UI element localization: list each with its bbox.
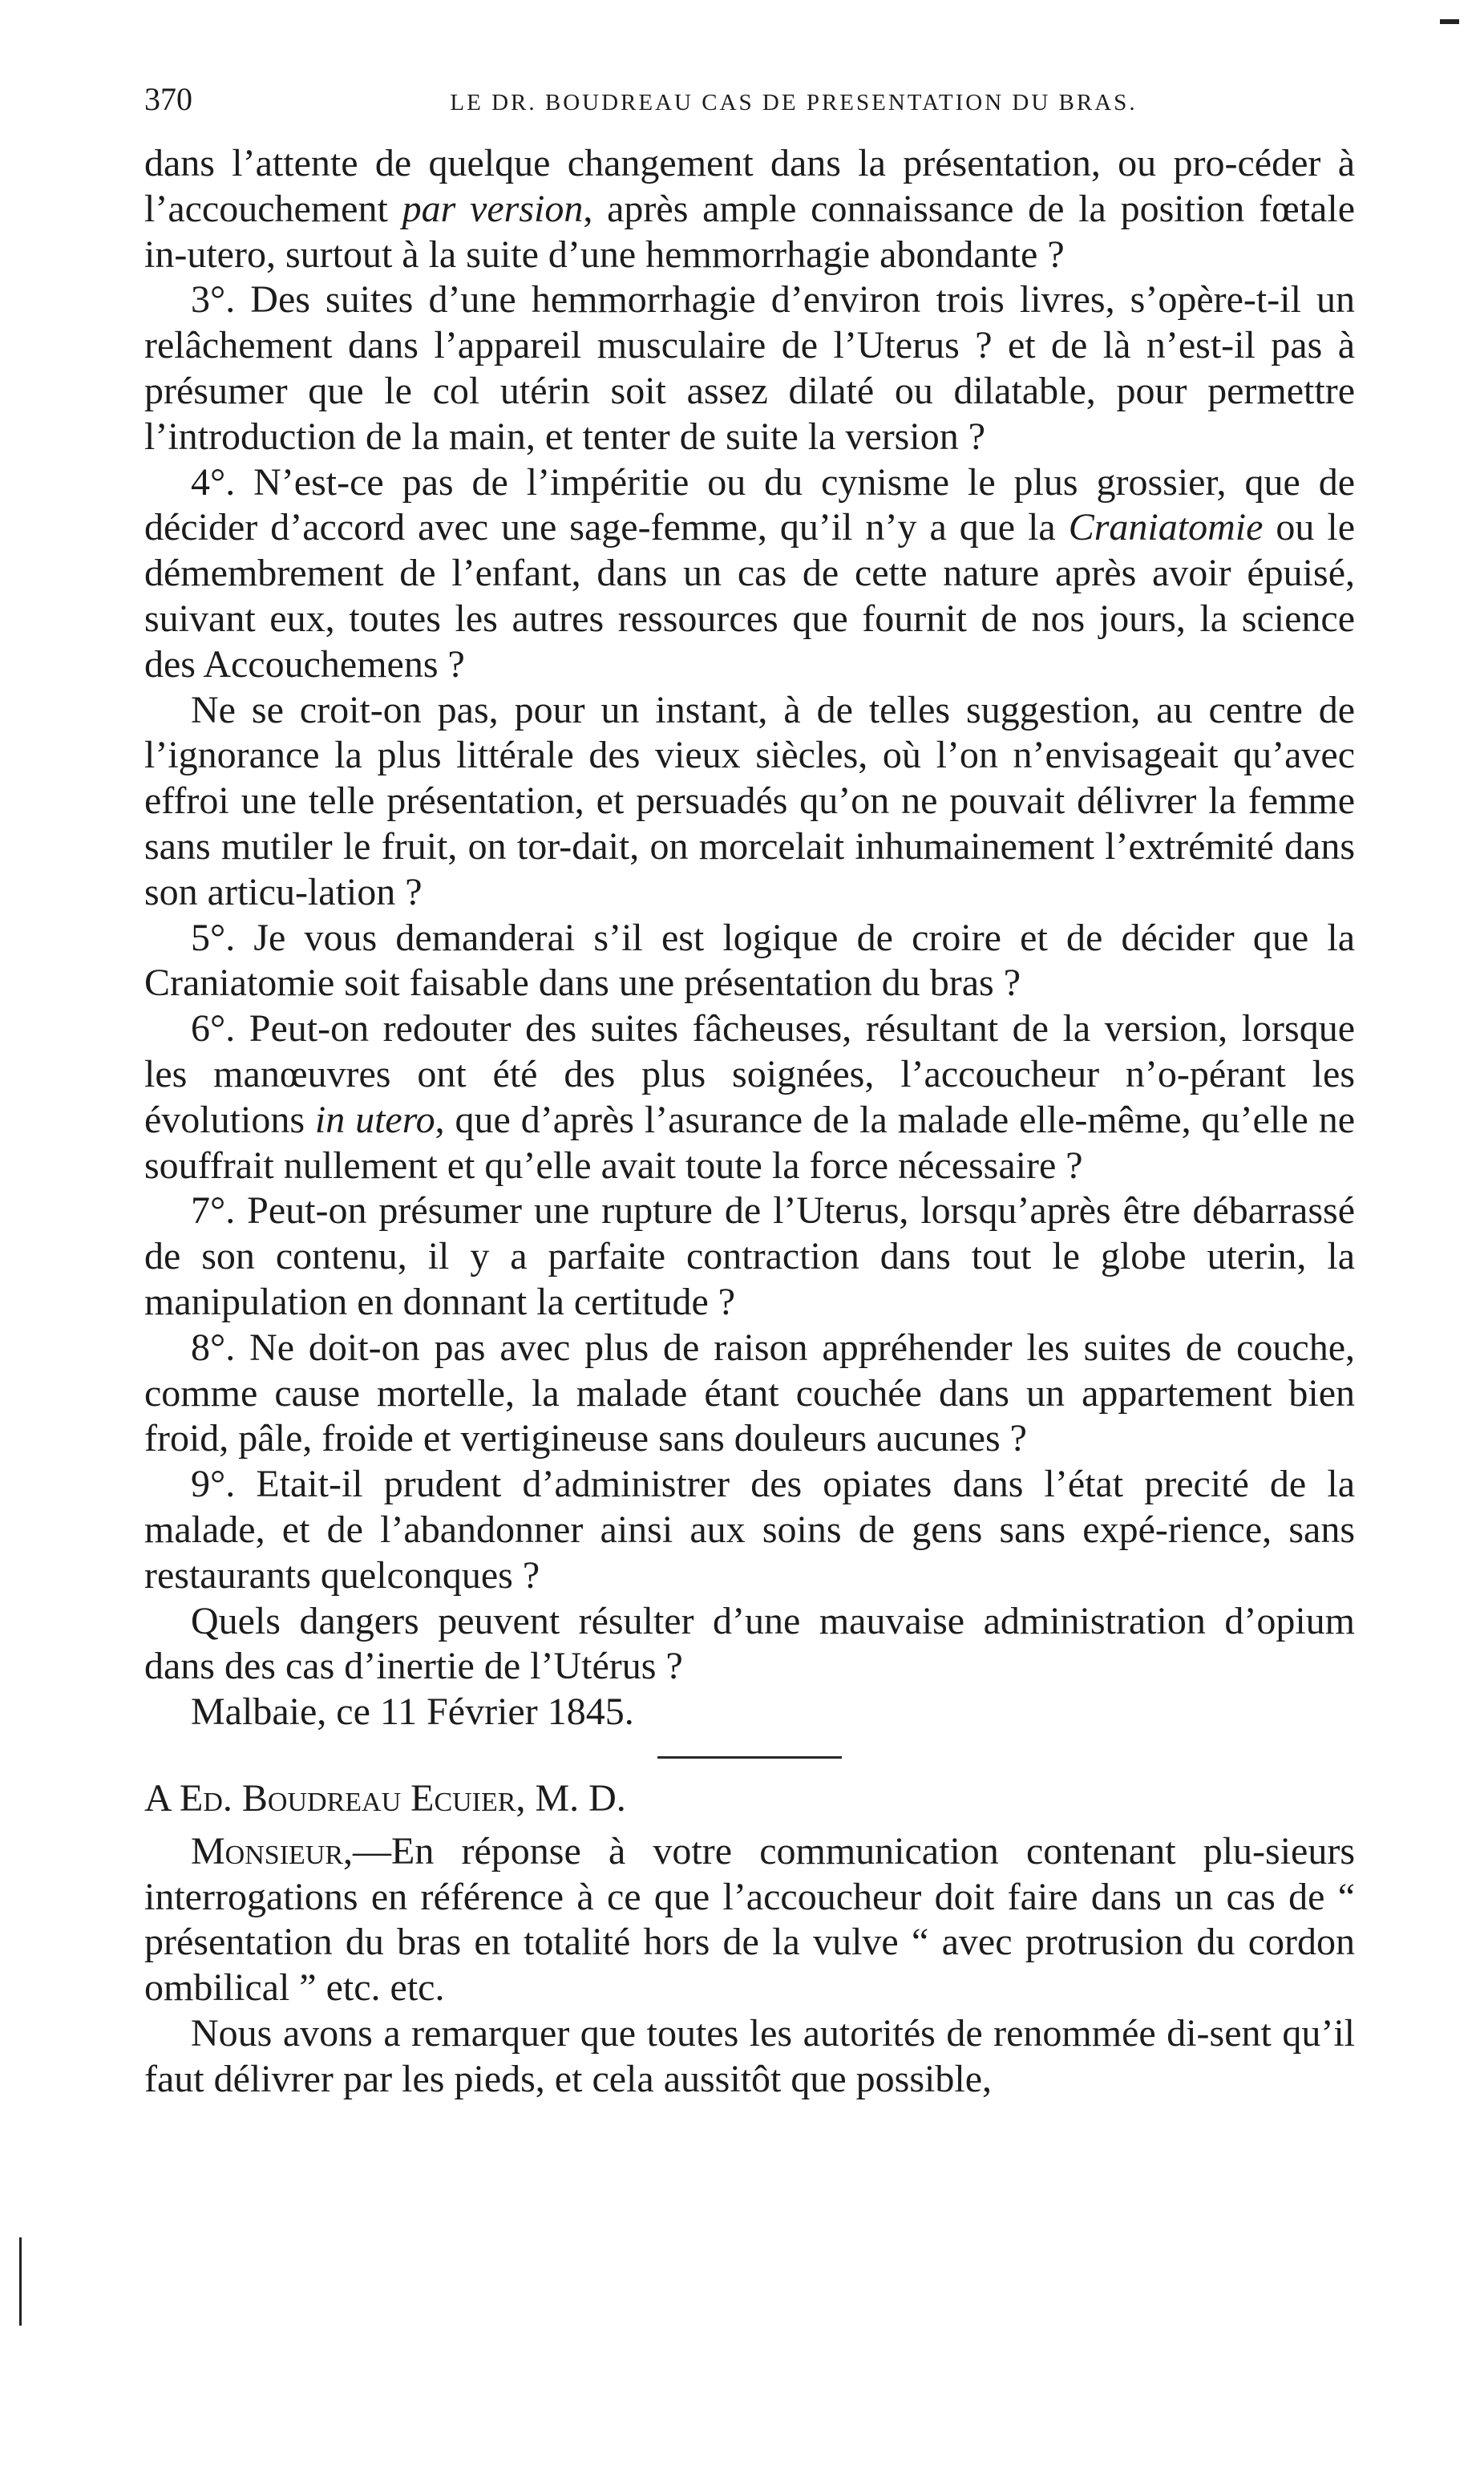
paragraph-ignorance: Ne se croit-on pas, pour un instant, à de telles suggestion, au centre de l’ignorance la plus littérale des vieux siècles, où l’on n’envisageait qu’avec effroi une telle présentation, et persuadés qu’on ne pouvait délivrer la femme sans mutiler le fruit, on tor-dait, on morcelait inhumainement l’extrémité dans son articu-lation ? bbox=[144, 688, 1355, 913]
letter-body bbox=[144, 141, 1355, 1735]
question-opium: Quels dangers peuvent résulter d’une mauvaise administration d’opium dans des cas d’inertie de l’Utérus ? bbox=[144, 1599, 1355, 1688]
reply-paragraph-2: Nous avons a remarquer que toutes les autorités de renommée di-sent qu’il faut délivrer par les pieds, et cela aussitôt que possible, bbox=[144, 2012, 1355, 2100]
margin-mark-top-right bbox=[1440, 19, 1459, 24]
italic-craniatomie: Craniatomie bbox=[1068, 506, 1264, 549]
reply-paragraph-1: Monsieur,—En réponse à votre communication contenant plu-sieurs interrogations en référence à ce que l’accoucheur doit faire dans un cas de “ présentation du bras en totalité hors de la vulve “ avec protrusion du cordon ombilical ” etc. etc. bbox=[144, 1829, 1355, 2010]
question-7: 7°. Peut-on présumer une rupture de l’Uterus, lorsqu’après être débarrassé de son contenu, il y a parfaite contraction dans tout le globe uterin, la manipulation en donnant la certitude ? bbox=[144, 1189, 1355, 1323]
italic-in-utero: in utero bbox=[314, 1098, 435, 1141]
paragraph-continuation: dans l’attente de quelque changement dans la présentation, ou pro-céder à l’accouchement par version, après ample connaissance de la position fœtale in-utero, surtout à la suite d’une hemmorrhagie abondante ? bbox=[144, 142, 1356, 276]
margin-mark-left bbox=[19, 2237, 22, 2326]
reply-salutation: A Ed. Boudreau Ecuier, M. D. bbox=[144, 1776, 626, 1820]
running-title: LE DR. BOUDREAU CAS DE PRESENTATION DU BRAS. bbox=[450, 90, 1138, 115]
question-6: 6°. Peut-on redouter des suites fâcheuses, résultant de la version, lorsque les manœuvres ont été des plus soignées, l’accoucheur n’o-pérant les évolutions in utero, que d’après l’asurance de la malade elle-même, qu’elle ne souffrait nullement et qu’elle avait toute la force nécessaire ? bbox=[144, 1007, 1355, 1187]
book-page bbox=[144, 80, 1355, 2103]
italic-par-version: par version bbox=[402, 187, 584, 230]
reply-body bbox=[144, 1829, 1355, 2103]
page-number: 370 bbox=[144, 81, 192, 117]
question-9: 9°. Etait-il prudent d’administrer des opiates dans l’état precité de la malade, et de l’abandonner ainsi aux soins de gens sans expé-rience, sans restaurants quelconques ? bbox=[144, 1463, 1355, 1597]
question-3: 3°. Des suites d’une hemmorrhagie d’environ trois livres, s’opère-t-il un relâchement dans l’appareil musculaire de l’Uterus ? et de là n’est-il pas à présumer que le col utérin soit assez dilaté ou dilatable, pour permettre l’introduction de la main, et tenter de suite la version ? bbox=[144, 278, 1355, 458]
section-divider bbox=[657, 1756, 842, 1759]
reply-lead: Monsieur, bbox=[191, 1829, 354, 1873]
dateline: Malbaie, ce 11 Février 1845. bbox=[191, 1690, 634, 1734]
running-head bbox=[144, 80, 1355, 141]
question-8: 8°. Ne doit-on pas avec plus de raison appréhender les suites de couche, comme cause mortelle, la malade étant couchée dans un appartement bien froid, pâle, froide et vertigineuse sans douleurs aucunes ? bbox=[144, 1326, 1355, 1460]
question-4: 4°. N’est-ce pas de l’impéritie ou du cynisme le plus grossier, que de décider d’accord avec une sage-femme, qu’il n’y a que la Craniatomie ou le démembrement de l’enfant, dans un cas de cette nature après avoir épuisé, suivant eux, toutes les autres ressources que fournit de nos jours, la science des Accouchemens ? bbox=[144, 460, 1356, 686]
question-5: 5°. Je vous demanderai s’il est logique de croire et de décider que la Craniatomie soit faisable dans une présentation du bras ? bbox=[144, 916, 1355, 1005]
